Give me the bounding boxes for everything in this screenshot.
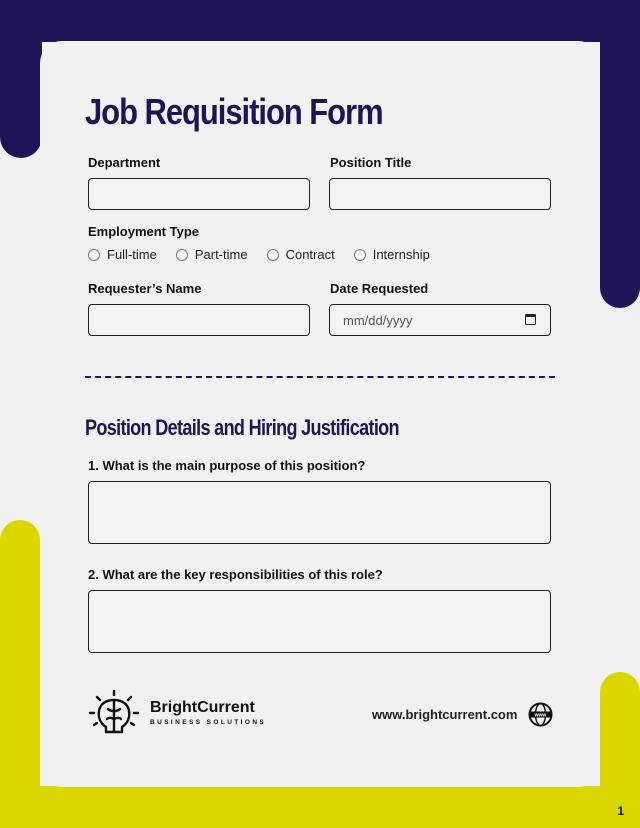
radio-label: Internship: [372, 247, 430, 262]
radio-circle[interactable]: [88, 249, 100, 261]
form-card: [40, 41, 600, 787]
brand-tagline: BUSINESS SOLUTIONS: [150, 719, 267, 726]
lightbulb-brain-logo-icon: [88, 689, 140, 737]
question-2-answer-field[interactable]: [88, 590, 551, 653]
employment-type-label: Employment Type: [88, 224, 200, 239]
section-divider: [85, 376, 555, 378]
radio-label: Part-time: [194, 247, 248, 262]
date-requested-field[interactable]: [329, 304, 551, 336]
department-field[interactable]: [88, 178, 310, 210]
question-1-answer-field[interactable]: [88, 481, 551, 544]
radio-full-time[interactable]: [88, 247, 157, 262]
radio-part-time[interactable]: [176, 247, 248, 262]
section-title: Position Details and Hiring Justification: [85, 415, 399, 440]
question-1-label: 1. What is the main purpose of this position?: [88, 458, 366, 473]
employment-type-radio-group: [88, 247, 449, 262]
date-placeholder: mm/dd/yyyy: [343, 313, 413, 328]
date-requested-label: Date Requested: [330, 281, 429, 296]
top-left-navy-tab: [0, 0, 42, 158]
bottom-left-lime-tab: [0, 520, 40, 828]
top-right-navy-tab: [600, 0, 640, 308]
page-number: 1: [617, 804, 624, 818]
requester-name-label: Requester’s Name: [88, 281, 202, 296]
radio-circle[interactable]: [267, 249, 279, 261]
brand-name: BrightCurrent: [150, 699, 255, 716]
radio-contract[interactable]: [267, 247, 335, 262]
radio-label: Contract: [285, 247, 335, 262]
question-2-label: 2. What are the key responsibilities of this role?: [88, 567, 383, 582]
svg-text:www: www: [534, 712, 547, 719]
position-title-label: Position Title: [330, 155, 412, 170]
bottom-lime-band: [0, 786, 640, 828]
website-link[interactable]: www.brightcurrent.com: [372, 707, 518, 722]
top-navy-band: [0, 0, 640, 42]
form-title: Job Requisition Form: [85, 91, 383, 132]
requester-name-field[interactable]: [88, 304, 310, 336]
position-title-field[interactable]: [329, 178, 551, 210]
department-label: Department: [88, 155, 161, 170]
radio-circle[interactable]: [176, 249, 188, 261]
calendar-icon[interactable]: [525, 314, 536, 325]
radio-circle[interactable]: [354, 249, 366, 261]
radio-internship[interactable]: [354, 247, 430, 262]
radio-label: Full-time: [107, 247, 157, 262]
globe-www-icon: [528, 702, 553, 727]
